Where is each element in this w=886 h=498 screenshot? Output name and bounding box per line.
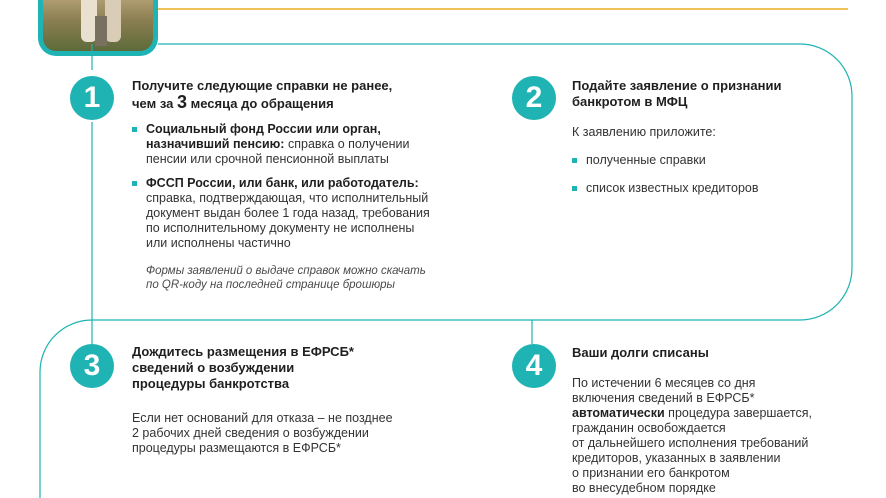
step-3-title: Дождитесь размещения в ЕФРСБ* сведений о возбуждении процедуры банкротства (132, 344, 354, 391)
list-item: ФССП России, или банк, или работодатель: справка, подтверждающая, что исполнительный документ выдан более 1 года назад, требования по исполнительному документу не исполнены или исполнены частично (132, 176, 492, 251)
step-2-intro: К заявлению приложите: (572, 125, 716, 139)
step-1-note: Формы заявлений о выдаче справок можно скачать по QR-коду на последней странице брошюры (146, 265, 426, 291)
step-1-number: 1 (70, 76, 114, 120)
list-item: список известных кредиторов (572, 181, 832, 196)
step-2-number: 2 (512, 76, 556, 120)
step-4-number: 4 (512, 344, 556, 388)
step-3-number: 3 (70, 344, 114, 388)
step-1-title: Получите следующие справки не ранее, чем за 3 месяца до обращения (132, 78, 393, 112)
step-1-list (132, 122, 492, 251)
step-4-title: Ваши долги списаны (572, 345, 709, 360)
step-2-list (572, 153, 832, 196)
step-2-title: Подайте заявление о признании банкротом в МФЦ (572, 78, 782, 109)
step-4-text: По истечении 6 месяцев со дня включения сведений в ЕФРСБ* автоматически процедура завершается, гражданин освобождается от дальнейшего исполнения требований кредиторов, указанных в заявлении о признании его банкротом во внесудебном порядке (572, 376, 813, 495)
list-item: полученные справки (572, 153, 832, 168)
list-item: Социальный фонд России или орган, назначивший пенсию: справка о получении пенсии или срочной пенсионной выплаты (132, 122, 492, 167)
step-3-text: Если нет оснований для отказа – не позднее 2 рабочих дней сведения о возбуждении процедуры размещаются в ЕФРСБ* (132, 411, 393, 455)
